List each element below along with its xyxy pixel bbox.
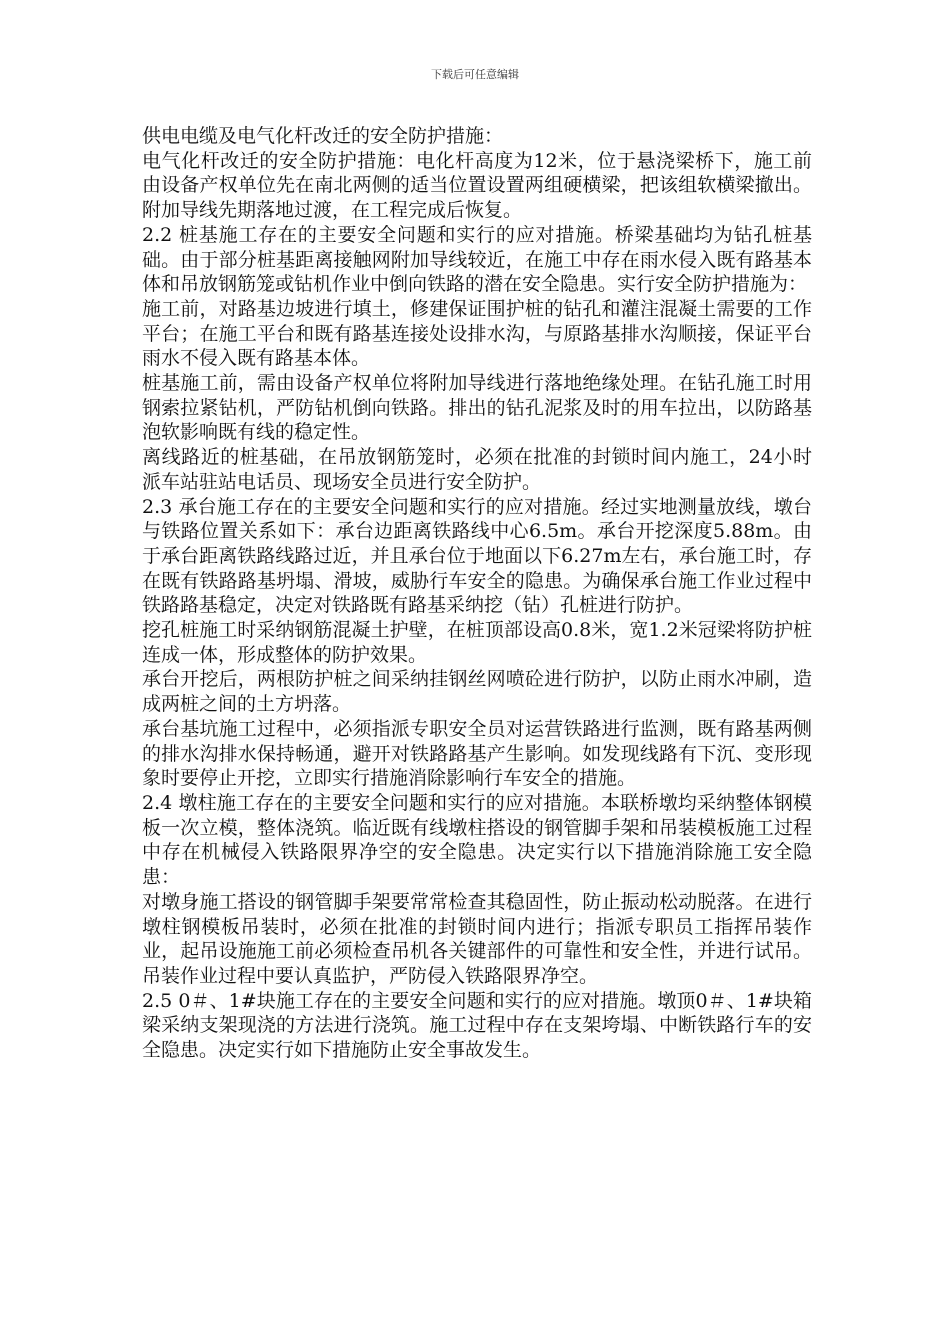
document-body bbox=[142, 124, 812, 1063]
paragraph: 承台开挖后，两根防护桩之间采纳挂钢丝网喷砼进行防护，以防止雨水冲刷，造成两桩之间的土方坍落。 bbox=[142, 668, 812, 716]
paragraph: 桩基施工前，需由设备产权单位将附加导线进行落地绝缘处理。在钻孔施工时用钢索拉紧钻机，严防钻机倒向铁路。排出的钻孔泥浆及时的用车拉出，以防路基泡软影响既有线的稳定性。 bbox=[142, 372, 812, 444]
paragraph: 离线路近的桩基础，在吊放钢筋笼时，必须在批准的封锁时间内施工，24小时派车站驻站电话员、现场安全员进行安全防护。 bbox=[142, 446, 812, 493]
paragraph-heading: 供电电缆及电气化杆改迁的安全防护措施： bbox=[142, 125, 504, 147]
section-2-3-paragraph: 2.3 承台施工存在的主要安全问题和实行的应对措施。经过实地测量放线，墩台与铁路位置关系如下：承台边距离铁路线中心6.5m。承台开挖深度5.88m。由于承台距离铁路线路过近，并且承台位于地面以下6.27m左右，承台施工时，存在既有铁路路基坍塌、滑坡，威胁行车安全的隐患。为确保承台施工作业过程中铁路路基稳定，决定对铁路既有路基采纳挖（钻）孔桩进行防护。 bbox=[142, 495, 812, 617]
section-2-4-paragraph: 2.4 墩柱施工存在的主要安全问题和实行的应对措施。本联桥墩均采纳整体钢模板一次立模，整体浇筑。临近既有线墩柱搭设的钢管脚手架和吊装模板施工过程中存在机械侵入铁路限界净空的安全隐患。决定实行以下措施消除施工安全隐患： bbox=[142, 791, 812, 889]
paragraph: 电气化杆改迁的安全防护措施：电化杆高度为12米，位于悬浇梁桥下，施工前由设备产权单位先在南北两侧的适当位置设置两组硬横梁，把该组软横梁撤出。附加导线先期落地过渡，在工程完成后恢复。 bbox=[142, 149, 812, 222]
page-header-note: 下载后可任意编辑 bbox=[431, 68, 519, 81]
paragraph: 施工前，对路基边坡进行填土，修建保证围护桩的钻孔和灌注混凝土需要的工作平台；在施工平台和既有路基连接处设排水沟，与原路基排水沟顺接，保证平台雨水不侵入既有路基本体。 bbox=[142, 297, 812, 370]
section-2-5-paragraph: 2.5 0＃、1#块施工存在的主要安全问题和实行的应对措施。墩顶0＃、1#块箱梁采纳支架现浇的方法进行浇筑。施工过程中存在支架垮塌、中断铁路行车的安全隐患。决定实行如下措施防止安全事故发生。 bbox=[142, 989, 812, 1062]
paragraph: 挖孔桩施工时采纳钢筋混凝土护壁，在桩顶部设高0.8米，宽1.2米冠梁将防护桩连成一体，形成整体的防护效果。 bbox=[142, 619, 812, 666]
paragraph: 对墩身施工搭设的钢管脚手架要常常检查其稳固性，防止振动松动脱落。在进行墩柱钢模板吊装时，必须在批准的封锁时间内进行；指派专职员工指挥吊装作业，起吊设施施工前必须检查吊机各关键部件的可靠性和安全性，并进行试吊。吊装作业过程中要认真监护，严防侵入铁路限界净空。 bbox=[142, 890, 812, 987]
section-2-2-paragraph: 2.2 桩基施工存在的主要安全问题和实行的应对措施。桥梁基础均为钻孔桩基础。由于部分桩基距离接触网附加导线较近，在施工中存在雨水侵入既有路基本体和吊放钢筋笼或钻机作业中倒向铁路的潜在安全隐患。实行安全防护措施为： bbox=[142, 223, 812, 296]
paragraph: 承台基坑施工过程中，必须指派专职安全员对运营铁路进行监测，既有路基两侧的排水沟排水保持畅通，避开对铁路路基产生影响。如发现线路有下沉、变形现象时要停止开挖，立即实行措施消除影响行车安全的措施。 bbox=[142, 717, 812, 790]
